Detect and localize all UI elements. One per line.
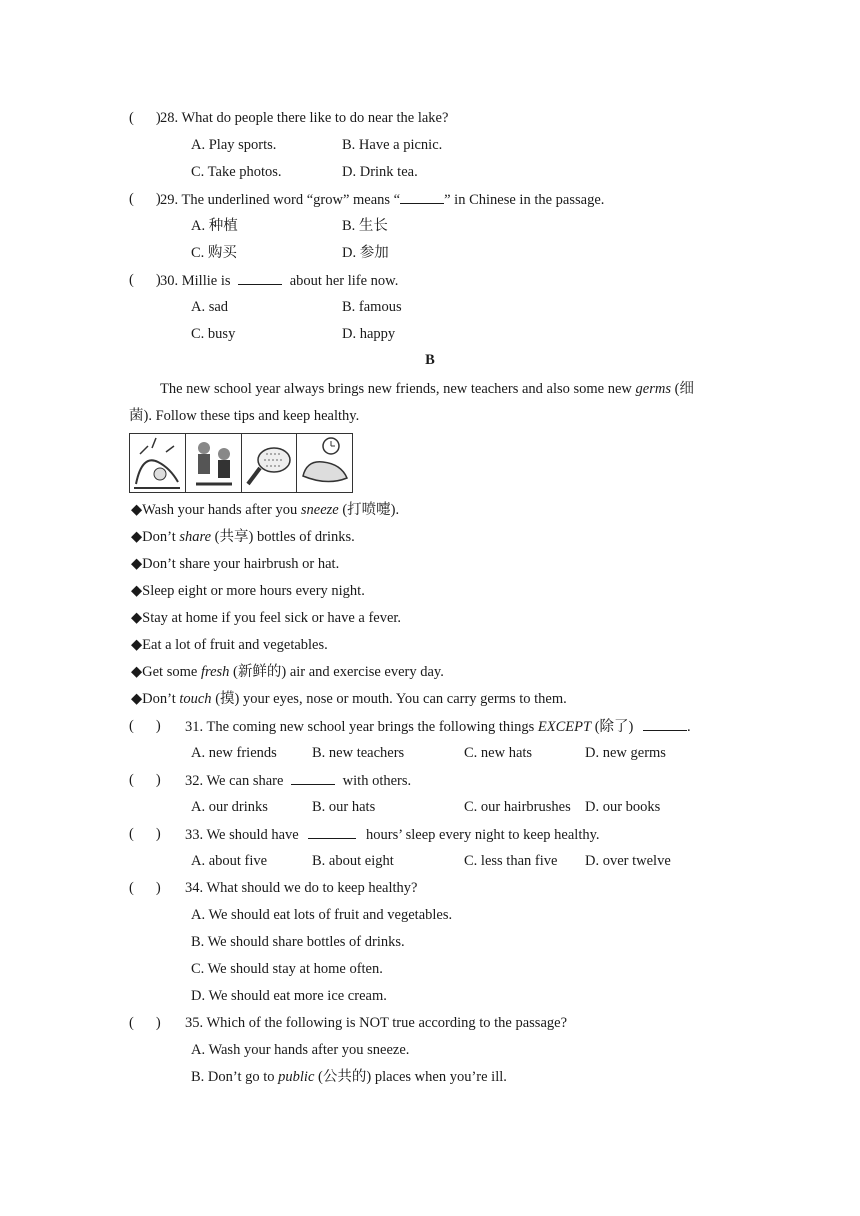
option-d: D. 参加 xyxy=(342,245,389,261)
tip-item: ◆Stay at home if you feel sick or have a fever. xyxy=(131,610,402,626)
question-text: 33. We should have hours’ sleep every night to keep healthy. xyxy=(185,827,600,843)
tip-item: ◆Don’t touch (摸) your eyes, nose or mouth. You can carry germs to them. xyxy=(131,691,567,707)
answer-paren: ( ) xyxy=(129,880,161,896)
question-text: 32. We can share with others. xyxy=(185,773,412,789)
tip-item: ◆Don’t share your hairbrush or hat. xyxy=(131,556,340,572)
people-picture xyxy=(186,434,242,492)
answer-paren: ( ) xyxy=(129,718,161,734)
option-d: D. happy xyxy=(342,326,396,342)
sleep-picture xyxy=(297,434,352,492)
option-d: D. We should eat more ice cream. xyxy=(191,988,387,1004)
question-text: 30. Millie is about her life now. xyxy=(160,273,399,289)
intro-line-1: The new school year always brings new friends, new teachers and also some new germs (细 xyxy=(160,381,694,397)
option-c: C. our hairbrushes xyxy=(464,799,571,815)
option-c: C. new hats xyxy=(464,745,533,761)
option-b: B. Have a picnic. xyxy=(342,137,443,153)
question-text: 31. The coming new school year brings the following things EXCEPT (除了) . xyxy=(185,719,691,735)
option-b: B. famous xyxy=(342,299,402,315)
sneeze-picture xyxy=(130,434,186,492)
tip-item: ◆Sleep eight or more hours every night. xyxy=(131,583,365,599)
option-b: B. new teachers xyxy=(312,745,405,761)
option-a: A. about five xyxy=(191,853,268,869)
tip-item: ◆Don’t share (共享) bottles of drinks. xyxy=(131,529,355,545)
question-text: 28. What do people there like to do near the lake? xyxy=(160,110,449,126)
tip-item: ◆Eat a lot of fruit and vegetables. xyxy=(131,637,328,653)
option-b: B. our hats xyxy=(312,799,376,815)
option-b: B. about eight xyxy=(312,853,394,869)
option-a: A. new friends xyxy=(191,745,277,761)
option-b: B. Don’t go to public (公共的) places when you’re ill. xyxy=(191,1069,507,1085)
option-c: C. Take photos. xyxy=(191,164,282,180)
section-heading: B xyxy=(425,352,435,368)
answer-blank xyxy=(308,825,356,839)
option-d: D. new germs xyxy=(585,745,666,761)
tip-item: ◆Wash your hands after you sneeze (打喷嚏). xyxy=(131,502,400,518)
option-d: D. our books xyxy=(585,799,661,815)
answer-paren: ( ) xyxy=(129,110,161,126)
option-c: C. busy xyxy=(191,326,236,342)
illustration-strip xyxy=(129,433,353,493)
tip-item: ◆Get some fresh (新鲜的) air and exercise every day. xyxy=(131,664,444,680)
hairbrush-picture xyxy=(242,434,298,492)
answer-paren: ( ) xyxy=(129,826,161,842)
option-a: A. sad xyxy=(191,299,229,315)
option-d: D. over twelve xyxy=(585,853,671,869)
answer-paren: ( ) xyxy=(129,191,161,207)
answer-paren: ( ) xyxy=(129,272,161,288)
option-a: A. our drinks xyxy=(191,799,268,815)
option-b: B. We should share bottles of drinks. xyxy=(191,934,405,950)
option-c: C. 购买 xyxy=(191,245,237,261)
option-a: A. 种植 xyxy=(191,218,238,234)
answer-blank xyxy=(400,190,444,204)
option-a: A. Wash your hands after you sneeze. xyxy=(191,1042,410,1058)
question-text: 35. Which of the following is NOT true according to the passage? xyxy=(185,1015,568,1031)
option-c: C. less than five xyxy=(464,853,558,869)
answer-blank xyxy=(643,717,687,731)
option-c: C. We should stay at home often. xyxy=(191,961,383,977)
answer-blank xyxy=(238,271,282,285)
option-d: D. Drink tea. xyxy=(342,164,418,180)
option-a: A. Play sports. xyxy=(191,137,277,153)
answer-paren: ( ) xyxy=(129,1015,161,1031)
question-text: 34. What should we do to keep healthy? xyxy=(185,880,418,896)
answer-paren: ( ) xyxy=(129,772,161,788)
option-b: B. 生长 xyxy=(342,218,388,234)
option-a: A. We should eat lots of fruit and vegetables. xyxy=(191,907,453,923)
answer-blank xyxy=(291,771,335,785)
intro-line-2: 菌). Follow these tips and keep healthy. xyxy=(129,408,360,424)
question-text: 29. The underlined word “grow” means “ ” in Chinese in the passage. xyxy=(160,192,605,208)
